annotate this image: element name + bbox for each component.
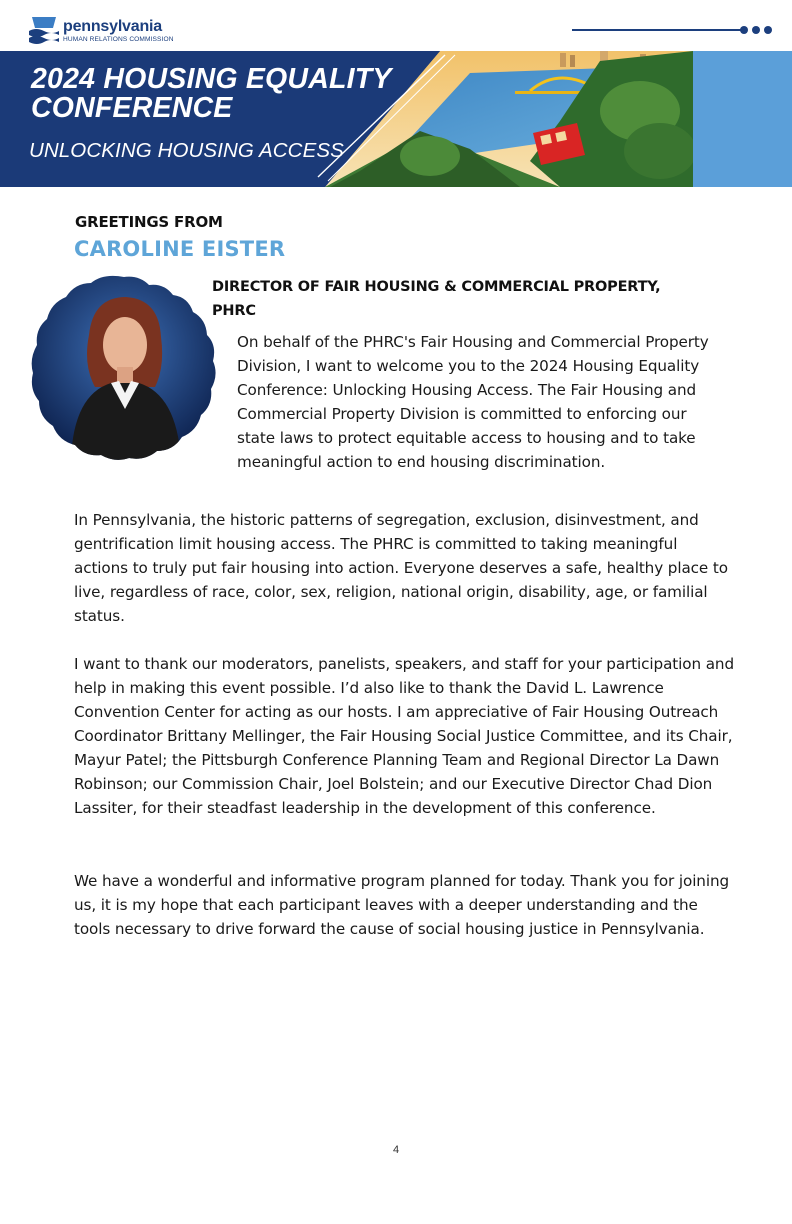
keystone-logo-icon (29, 15, 59, 47)
logo-name: pennsylvania (63, 17, 162, 35)
intro-paragraph: On behalf of the PHRC's Fair Housing and Commercial Property Division, I want to welcome you to the 2024 Housing Equality Conference: Unlocking Housing Access. The Fair Housing and Commercial Property Division is committed to enforcing our state laws to protect equitable access to housing and to take meaningful action to end housing discrimination. (237, 333, 709, 471)
greeting-name: CAROLINE EISTER (74, 237, 286, 261)
header-dot (740, 26, 748, 34)
body-paragraph-3: We have a wonderful and informative program planned for today. Thank you for joining us, it is my hope that each participant leaves with a deeper understanding and the tools necessary to drive forward the cause of social housing justice in Pennsylvania. (74, 872, 730, 938)
greeting-label: GREETINGS FROM (75, 213, 223, 231)
header-dot (764, 26, 772, 34)
body-paragraph-2: I want to thank our moderators, panelists, speakers, and staff for your participation and help in making this event possible. I’d also like to thank the David L. Lawrence Convention Center for acting as our hosts. I am appreciative of Fair Housing Outreach Coordinator Brittany Mellinger, the Fair Housing Social Justice Committee, and its Chair, Mayur Patel; the Pittsburgh Conference Planning Team and Regional Director La Dawn Robinson; our Commission Chair, Joel Bolstein; and our Executive Director Chad Dion Lassiter, for their steadfast leadership in the development of this conference. (74, 655, 734, 817)
logo-subtitle: HUMAN RELATIONS COMMISSION (63, 35, 174, 43)
director-title (212, 275, 712, 323)
banner-title-line2: CONFERENCE (31, 92, 233, 124)
conference-banner (0, 51, 792, 187)
header-rule (572, 29, 746, 31)
header-dot (752, 26, 760, 34)
banner-title-line1: 2024 HOUSING EQUALITY (31, 63, 392, 95)
director-title-line1: DIRECTOR OF FAIR HOUSING & COMMERCIAL PROPERTY, (212, 279, 661, 295)
body-paragraph-1: In Pennsylvania, the historic patterns of segregation, exclusion, disinvestment, and gentrification limit housing access. The PHRC is committed to taking meaningful actions to truly put fair housing into action. Everyone deserves a safe, healthy place to live, regardless of race, color, sex, religion, national origin, disability, age, or familial status. (74, 511, 728, 625)
page-number: 4 (392, 1144, 400, 1156)
director-title-line2: PHRC (212, 303, 256, 319)
portrait-photo (31, 275, 217, 461)
phrc-logo (29, 14, 174, 48)
banner-subtitle: UNLOCKING HOUSING ACCESS (29, 139, 344, 162)
banner-title (31, 65, 392, 123)
